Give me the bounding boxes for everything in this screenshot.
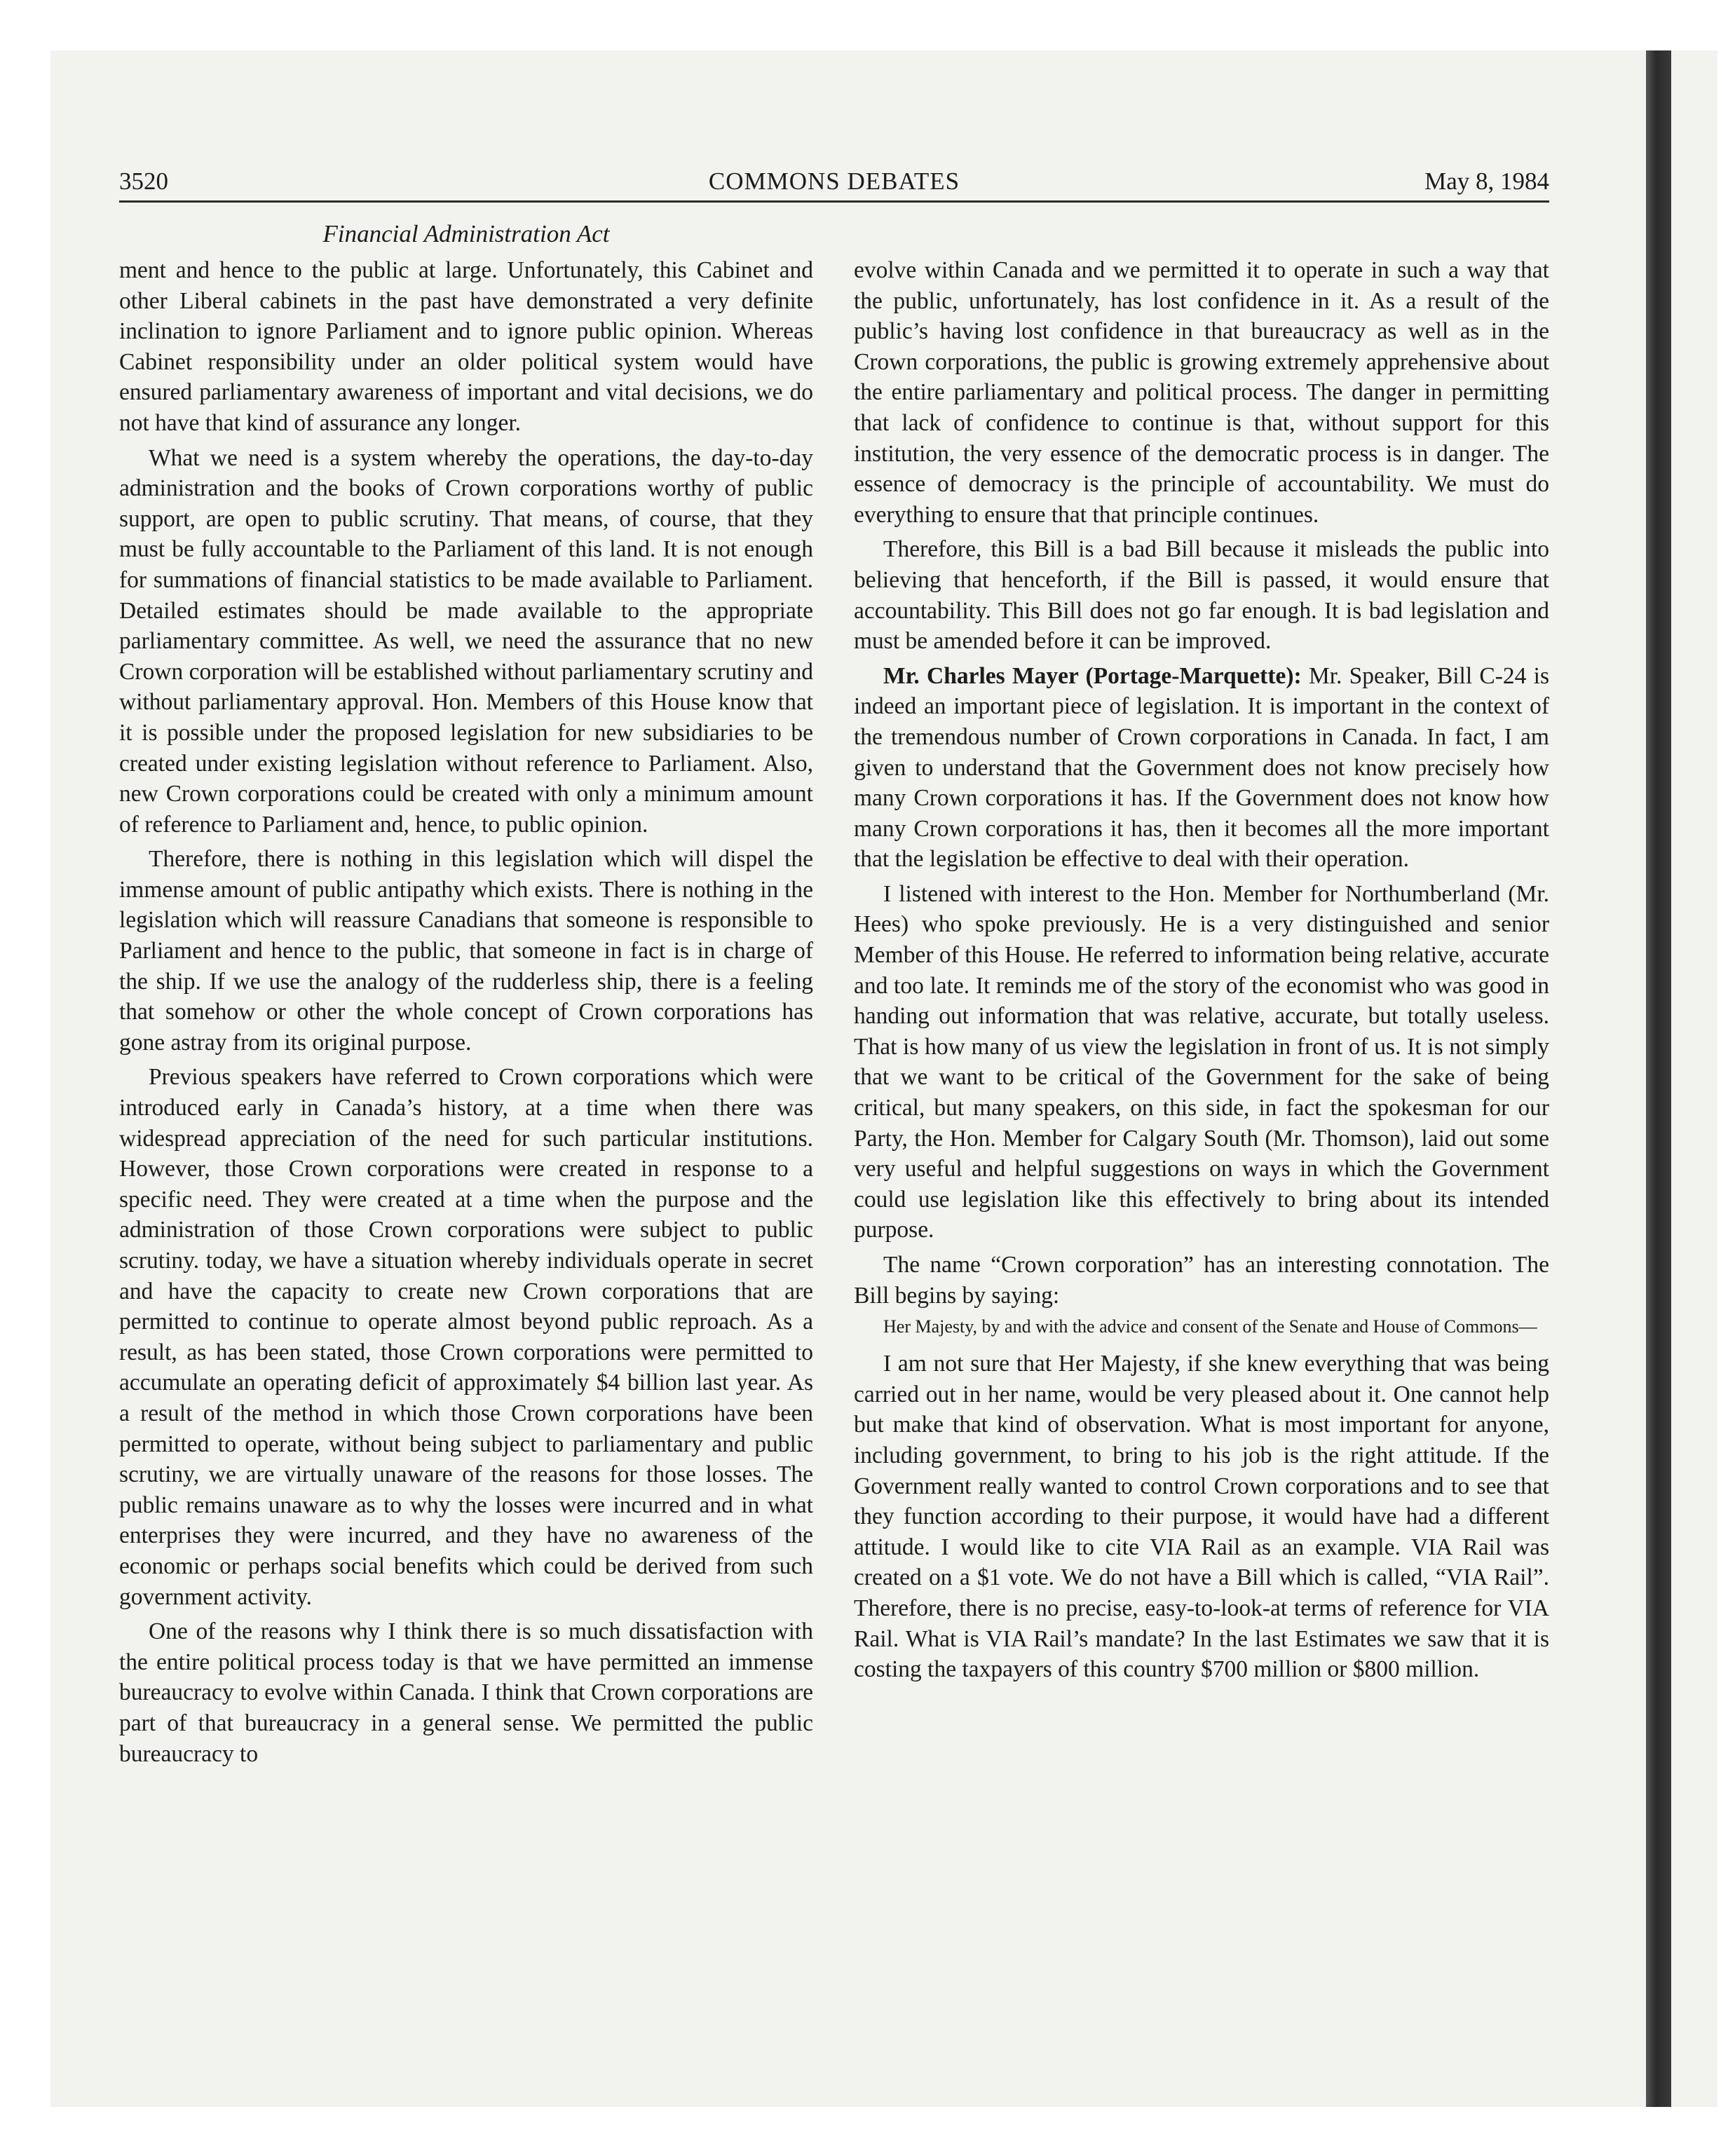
paragraph: What we need is a system whereby the operations, the day-to-day administration and the books of Crown corporations worthy of public support, are open to public scrutiny. That means, of course, that they must be fully accountable to the Parliament of this land. It is not enough for summations of financial statistics to be made available to Parliament. Detailed estimates should be made available to the appropriate parliamentary committee. As well, we need the assurance that no new Crown corporation will be established without parliamentary scrutiny and without parliamentary approval. Hon. Members of this House know that it is possible under the proposed legislation for new subsidiaries to be created under existing legislation without reference to Parliament. Also, new Crown corporations could be created with only a minimum amount of reference to Parliament and, hence, to public opinion. xyxy=(119,444,813,838)
running-title: Financial Administration Act xyxy=(322,220,610,247)
paragraph: evolve within Canada and we permitted it to operate in such a way that the public, unfortunately, has lost confidence in it. As a result of the public’s having lost confidence in that bureaucracy as well as in the Crown corporations, the public is growing extremely apprehensive about the entire parliamentary and political process. The danger in permitting that lack of confidence to continue is that, without support for this institution, the very essence of the democratic process is in danger. The essence of democracy is the principle of accountability. We must do everything to ensure that that principle continues. xyxy=(854,257,1549,528)
page-date: May 8, 1984 xyxy=(1424,168,1549,195)
right-column xyxy=(854,255,1549,1689)
paragraph: Therefore, there is nothing in this legislation which will dispel the immense amount of public antipathy which exists. There is nothing in the legislation which will reassure Canadians that someone is responsible to Parliament and hence to the public, that someone in fact is in charge of the ship. If we use the analogy of the rudderless ship, there is a feeling that somehow or other the whole concept of Crown corporations has gone astray from its original purpose. xyxy=(119,846,813,1056)
speaker-name: Mr. Charles Mayer (Portage-Marquette): xyxy=(883,662,1302,689)
page-binding-edge xyxy=(1646,50,1671,2107)
paragraph: I am not sure that Her Majesty, if she knew everything that was being carried out in her name, would be very pleased about it. One cannot help but make that kind of observation. What is most important for anyone, including government, to bring to his job is the right attitude. If the Government really wanted to control Crown corporations and to see that they function according to their purpose, it would have had a different attitude. I would like to cite VIA Rail as an example. VIA Rail was created on a $1 vote. We do not have a Bill which is called, “VIA Rail”. Therefore, there is no precise, easy-to-look-at terms of reference for VIA Rail. What is VIA Rail’s mandate? In the last Estimates we saw that it is costing the taxpayers of this country $700 million or $800 million. xyxy=(854,1351,1549,1683)
paragraph: One of the reasons why I think there is so much dissatisfaction with the entire political process today is that we have permitted an immense bureaucracy to evolve within Canada. I think that Crown corporations are part of that bureaucracy in a general sense. We permitted the public bureaucracy to xyxy=(119,1618,813,1767)
paragraph: Previous speakers have referred to Crown corporations which were introduced early in Canada’s history, at a time when there was widespread appreciation of the need for such particular institutions. However, those Crown corporations were created in response to a specific need. They were created at a time when the purpose and the administration of those Crown corporations were subject to public scrutiny. today, we have a situation whereby individuals operate in secret and have the capacity to create new Crown corporations that are permitted to continue to operate almost beyond public reproach. As a result, as has been stated, those Crown corporations were permitted to accumulate an operating deficit of approximately $4 billion last year. As a result of the method in which those Crown corporations have been permitted to operate, without being subject to parliamentary and public scrutiny, we are virtually unaware of the reasons for those losses. The public remains unaware as to why the losses were incurred and in what enterprises they were incurred, and they have no awareness of the economic or perhaps social benefits which could be derived from such government activity. xyxy=(119,1064,813,1610)
left-column xyxy=(119,255,813,1773)
speech-text: Mr. Speaker, Bill C-24 is indeed an important piece of legislation. It is important in the context of the tremendous number of Crown corporations in Canada. In fact, I am given to understand that the Government does not know precisely how many Crown corporations it has. If the Government does not know how many Crown corporations it has, then it becomes all the more important that the legislation be effective to deal with their operation. xyxy=(854,662,1549,873)
header-rule xyxy=(119,200,1549,203)
bill-quote: Her Majesty, by and with the advice and consent of the Senate and House of Commons— xyxy=(883,1316,1537,1337)
page-header xyxy=(119,165,1549,198)
paragraph: Therefore, this Bill is a bad Bill because it misleads the public into believing that henceforth, if the Bill is passed, it would ensure that accountability. This Bill does not go far enough. It is bad legislation and must be amended before it can be improved. xyxy=(854,536,1549,655)
paragraph: The name “Crown corporation” has an interesting connotation. The Bill begins by saying: xyxy=(854,1252,1549,1309)
page-number: 3520 xyxy=(119,168,168,195)
publication-title: COMMONS DEBATES xyxy=(708,168,960,195)
paragraph: ment and hence to the public at large. Unfortunately, this Cabinet and other Liberal cabinets in the past have demonstrated a very definite inclination to ignore Parliament and to ignore public opinion. Whereas Cabinet responsibility under an older political system would have ensured parliamentary awareness of important and vital decisions, we do not have that kind of assurance any longer. xyxy=(119,257,813,436)
speaker-paragraph xyxy=(854,661,1549,875)
paragraph: I listened with interest to the Hon. Member for Northumberland (Mr. Hees) who spoke previously. He is a very distinguished and senior Member of this House. He referred to information being relative, accurate and too late. It reminds me of the story of the economist who was good in handing out information that was relative, accurate, but totally useless. That is how many of us view the legislation in front of us. It is not simply that we want to be critical of the Government for the sake of being critical, but many speakers, on this side, in fact the spokesman for our Party, the Hon. Member for Calgary South (Mr. Thomson), laid out some very useful and helpful suggestions on ways in which the Government could use legislation like this effectively to bring about its intended purpose. xyxy=(854,880,1549,1243)
